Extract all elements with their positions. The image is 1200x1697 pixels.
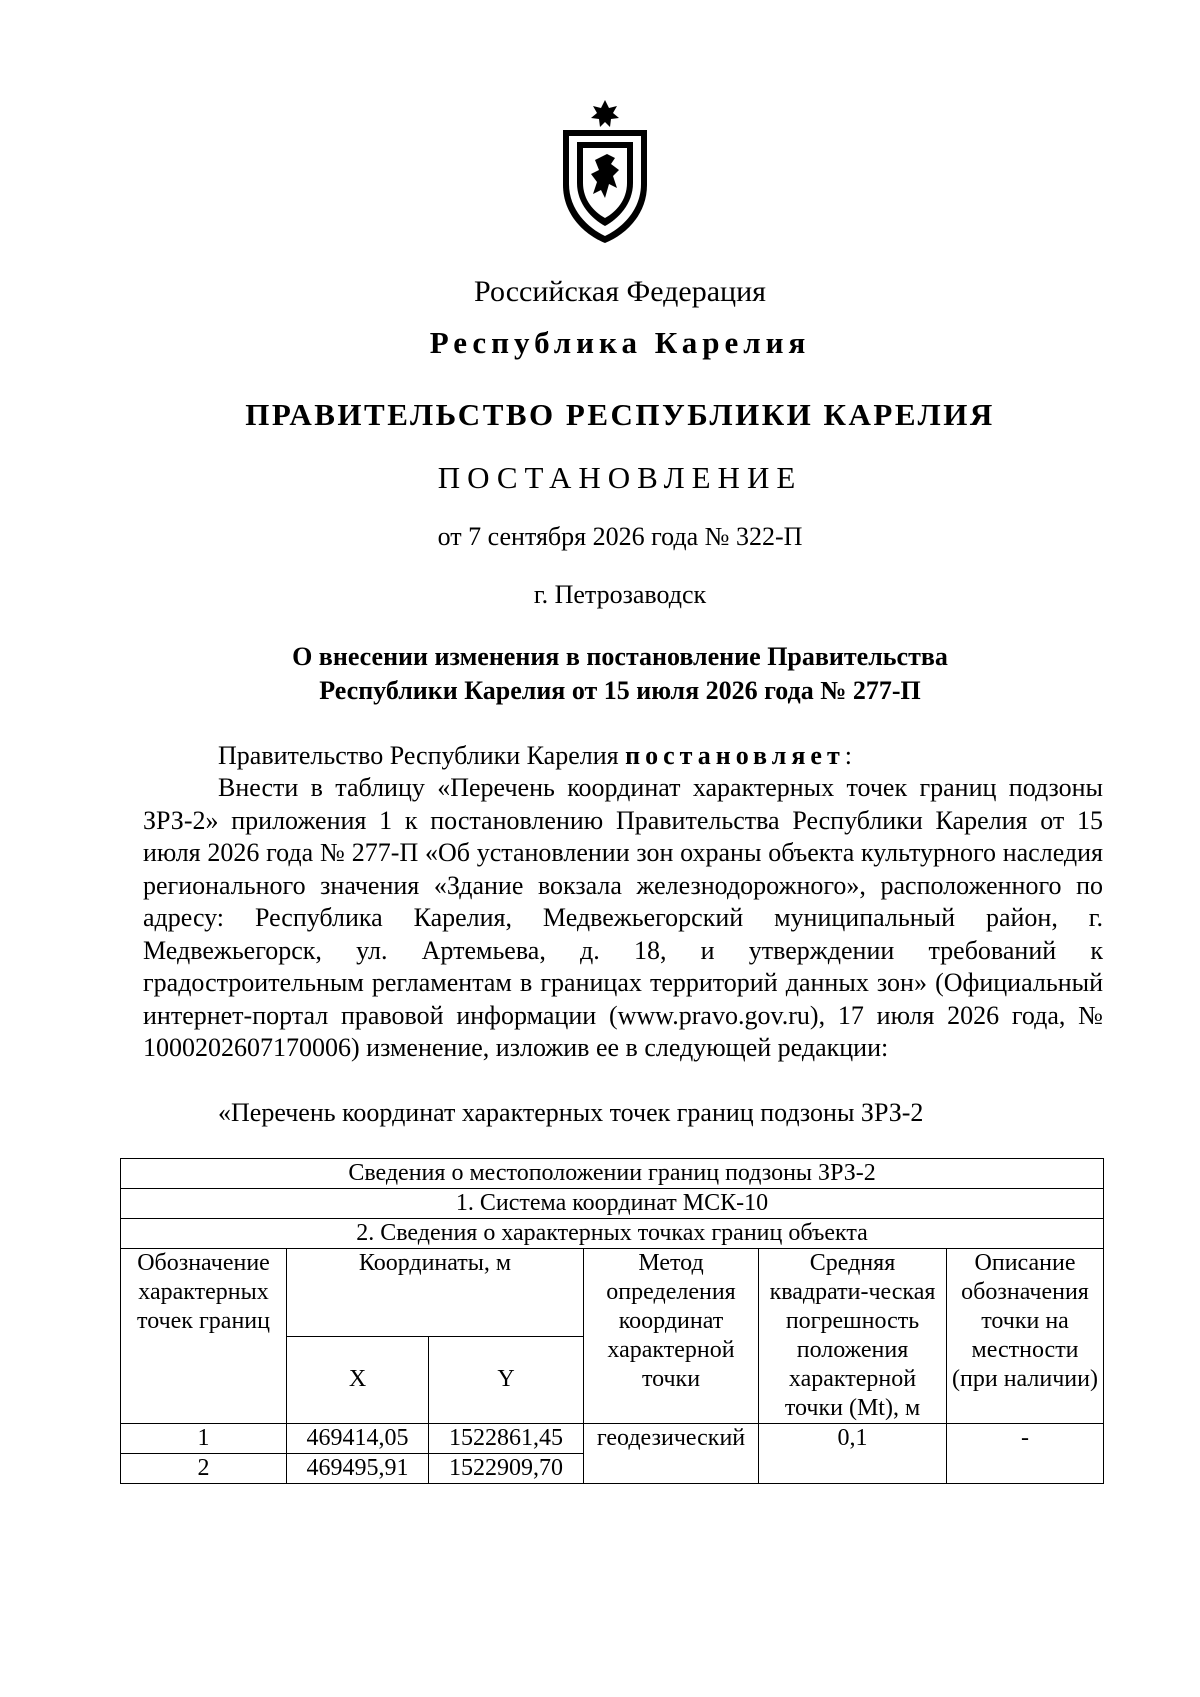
y-cell: 1522861,45 [429, 1424, 584, 1454]
subject-line-2: Республики Карелия от 15 июля 2026 года № 277-П [319, 676, 921, 705]
table-caption-row [121, 1189, 1104, 1219]
amendment-paragraph: Внести в таблицу «Перечень координат характерных точек границ подзоны ЗРЗ-2» приложения 1 к постановлению Правительства Республики Карелия от 15 июля 2026 года № 277-П «Об установлении зон охраны объекта культурного наследия регионального значения «Здание вокзала железнодорожного», расположенного по адресу: Республика Карелия, Медвежьегорский муниципальный район, г. Медвежьегорск, ул. Артемьева, д. 18, и утверждении требований к градостроительным регламентам в границах территорий данных зон» (Официальный интернет-портал правовой информации (www.pravo.gov.ru), 17 июля 2026 года, № 1000202607170006) изменение, изложив ее в следующей редакции: [143, 773, 1103, 1062]
document-date-number: от 7 сентября 2026 года № 322-П [437, 522, 803, 551]
republic-name: Республика Карелия [429, 325, 811, 360]
government-title: ПРАВИТЕЛЬСТВО РЕСПУБЛИКИ КАРЕЛИЯ [245, 397, 995, 432]
table-caption-row [121, 1219, 1104, 1249]
table-row [121, 1424, 1104, 1454]
country-name: Российская Федерация [474, 275, 766, 308]
location-info-cell: Сведения о местоположении границ подзоны ЗРЗ-2 [121, 1159, 1104, 1189]
resolution-preamble [143, 740, 1103, 773]
resolves-word: постановляет [625, 741, 845, 770]
header-description: Описание обозначения точки на местности (при наличии) [947, 1249, 1104, 1424]
header-y: Y [429, 1336, 584, 1424]
header-coordinates: Координаты, м [287, 1249, 584, 1337]
karelia-coat-of-arms-icon [555, 100, 655, 245]
header-method: Метод определения координат характерной точки [584, 1249, 759, 1424]
table-caption-row [121, 1159, 1104, 1189]
preamble-colon: : [844, 741, 852, 770]
method-cell: геодезический [584, 1424, 759, 1484]
document-city: г. Петрозаводск [533, 580, 707, 609]
header-designation: Обозначение характерных точек границ [121, 1249, 287, 1424]
header-x: X [287, 1336, 429, 1424]
table-header-row [121, 1249, 1104, 1337]
point-cell: 2 [121, 1454, 287, 1484]
table-title: «Перечень координат характерных точек границ подзоны ЗРЗ-2 [218, 1098, 924, 1127]
x-cell: 469495,91 [287, 1454, 429, 1484]
header-error: Средняя квадрати-ческая погрешность положения характерной точки (Mt), м [759, 1249, 947, 1424]
document-subject [0, 640, 1200, 708]
point-cell: 1 [121, 1424, 287, 1454]
document-type: ПОСТАНОВЛЕНИЕ [437, 460, 803, 495]
y-cell: 1522909,70 [429, 1454, 584, 1484]
description-cell: - [947, 1424, 1104, 1484]
coordinates-table [120, 1158, 1104, 1484]
x-cell: 469414,05 [287, 1424, 429, 1454]
error-cell: 0,1 [759, 1424, 947, 1484]
points-info-cell: 2. Сведения о характерных точках границ объекта [121, 1219, 1104, 1249]
subject-line-1: О внесении изменения в постановление Правительства [292, 642, 948, 671]
coordinate-system-cell: 1. Система координат МСК-10 [121, 1189, 1104, 1219]
preamble-text: Правительство Республики Карелия [218, 741, 626, 770]
